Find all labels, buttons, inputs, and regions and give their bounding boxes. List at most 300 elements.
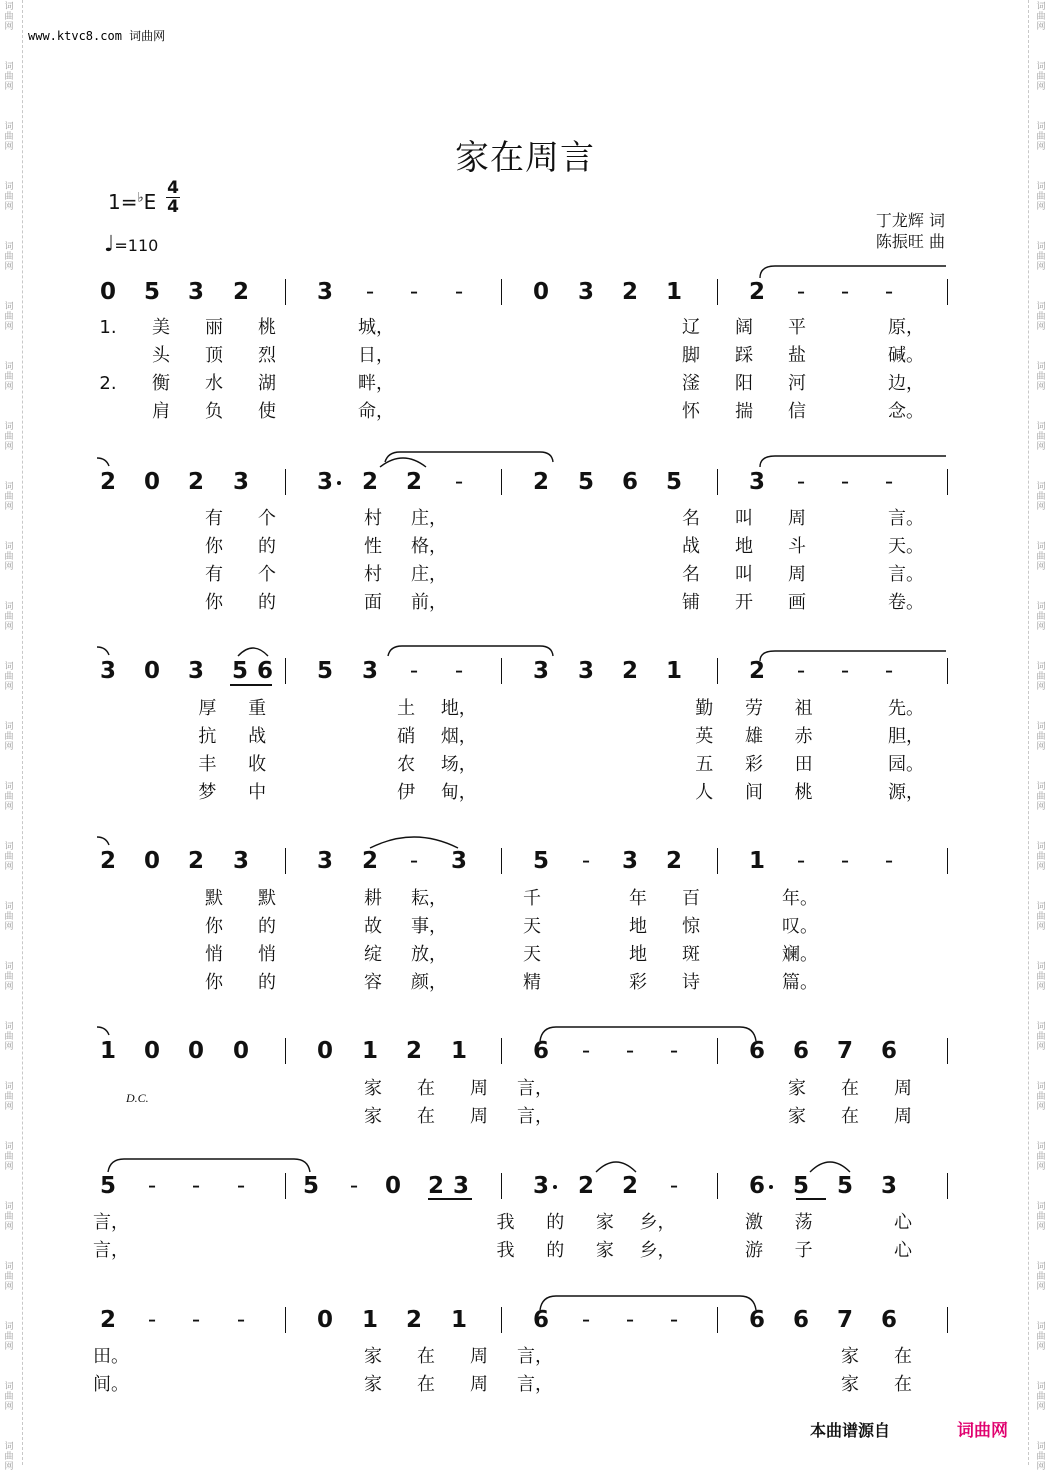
watermark-glyphs: 词 曲 网 [4, 242, 14, 272]
lyric-syllable: 在 [417, 1374, 435, 1395]
watermark-glyphs: 词 曲 网 [1036, 542, 1046, 572]
lyric-syllable: 的 [546, 1212, 565, 1233]
watermark-glyphs: 词 曲 网 [4, 902, 14, 932]
lyric-syllable: 格， [411, 536, 447, 557]
note: 2 [621, 279, 638, 305]
lyric-syllable: 胆， [888, 726, 924, 747]
note: - [669, 1173, 679, 1199]
lyric-syllable: 游 [744, 1240, 763, 1261]
note: - [409, 658, 419, 684]
footer-brand[interactable]: 词曲网 [957, 1421, 1008, 1441]
note: 5 [792, 1173, 809, 1199]
lyric-syllable: 的 [258, 592, 276, 613]
note: 3 [99, 658, 116, 684]
watermark-glyphs: 词 曲 网 [4, 1142, 14, 1172]
lyric-syllable: 言， [517, 1374, 553, 1395]
lyric-syllable: 丽 [205, 317, 223, 338]
lyric-syllable: 家 [841, 1374, 859, 1395]
watermark-glyphs: 词 曲 网 [4, 1202, 14, 1232]
note: 6 [748, 1173, 765, 1199]
lyric-syllable: 周 [470, 1106, 488, 1127]
watermark-glyphs: 词 曲 网 [1036, 722, 1046, 752]
lyric-syllable: 在 [841, 1106, 859, 1127]
slur [238, 648, 268, 656]
lyric-syllable: 怀 [682, 401, 700, 422]
lyric-syllable: 的 [258, 916, 276, 937]
lyric-syllable: 阳 [735, 373, 753, 394]
note: 3 [450, 848, 467, 874]
note: 0 [187, 1038, 204, 1064]
lyric-syllable: 家 [788, 1078, 806, 1099]
slur [380, 458, 426, 467]
lyric-syllable: 劳 [744, 698, 763, 719]
note: - [625, 1038, 635, 1064]
lyric-syllable: 前， [411, 592, 447, 613]
note: 0 [99, 279, 116, 305]
note: 2 [748, 658, 765, 684]
note: 6 [792, 1038, 809, 1064]
lyric-syllable: 战 [248, 726, 267, 747]
slur [370, 837, 458, 848]
watermark-glyphs: 词 曲 网 [4, 842, 14, 872]
lyric-syllable: 事， [411, 916, 447, 937]
note: 2 [99, 469, 116, 495]
note: 6 [532, 1307, 549, 1333]
note: - [581, 1038, 591, 1064]
lyric-syllable: 荡 [794, 1212, 813, 1233]
lyric-syllable: 人 [695, 782, 714, 803]
lyric-syllable: 边， [888, 373, 924, 394]
lyric-syllable: 乡， [639, 1212, 676, 1233]
watermark-glyphs: 词 曲 网 [1036, 782, 1046, 812]
lyric-syllable: 家 [595, 1212, 614, 1233]
lyric-syllable: 周 [788, 508, 806, 529]
lyric-syllable: 田 [794, 754, 813, 775]
footer-source: 本曲谱源自 [810, 1421, 891, 1440]
slur [760, 266, 946, 278]
lyric-syllable: 农 [397, 754, 416, 775]
watermark-glyphs: 词 曲 网 [1036, 1082, 1046, 1112]
key-signature: 1=♭E 4 4 [108, 178, 179, 217]
note: - [191, 1173, 201, 1199]
note: 6 [748, 1038, 765, 1064]
lyric-syllable: 在 [841, 1078, 859, 1099]
lyric-syllable: 彩 [629, 972, 647, 993]
lyric-syllable: 重 [248, 698, 267, 719]
note: - [669, 1307, 679, 1333]
slur [540, 1296, 756, 1310]
lyric-syllable: 我 [496, 1240, 515, 1261]
slur-continuation [97, 647, 109, 655]
time-signature: 4 4 [167, 178, 179, 217]
lyric-syllable: 名 [682, 564, 700, 585]
note: - [884, 848, 894, 874]
slur [596, 1162, 636, 1172]
note: 6 [532, 1038, 549, 1064]
note: 2 [405, 469, 422, 495]
lyric-syllable: 收 [248, 754, 267, 775]
watermark-glyphs: 词 曲 网 [4, 302, 14, 332]
lyric-syllable: 地 [629, 916, 647, 937]
song-title: 家在周言 [455, 138, 595, 178]
note: 3 [748, 469, 765, 495]
note: 3 [232, 469, 249, 495]
lyric-syllable: 年。 [782, 888, 818, 909]
watermark-glyphs: 词 曲 网 [1036, 902, 1046, 932]
note: 1 [665, 279, 682, 305]
lyric-syllable: 在 [417, 1078, 435, 1099]
note: 6 [792, 1307, 809, 1333]
lyric-syllable: 绽 [364, 944, 382, 965]
watermark-glyphs: 词 曲 网 [1036, 242, 1046, 272]
slur [810, 1162, 850, 1172]
note: - [454, 658, 464, 684]
watermark-glyphs: 词 曲 网 [4, 782, 14, 812]
lyric-syllable: 间。 [93, 1374, 129, 1395]
note: 0 [316, 1307, 333, 1333]
lyric-syllable: 悄 [258, 944, 276, 965]
lyric-syllable: 耘， [411, 888, 447, 909]
note: 2 [405, 1038, 422, 1064]
lyric-syllable: 心 [894, 1240, 912, 1261]
slur [540, 1027, 756, 1041]
lyric-syllable: 铺 [682, 592, 700, 613]
note: - [796, 279, 806, 305]
lyric-syllable: 开 [735, 592, 753, 613]
lyric-syllable: 地， [440, 698, 477, 719]
lyric-syllable: 使 [258, 401, 276, 422]
watermark-glyphs: 词 曲 网 [1036, 1382, 1046, 1412]
note: - [796, 469, 806, 495]
watermark-glyphs: 词 曲 网 [1036, 62, 1046, 92]
lyric-syllable: 湖 [258, 373, 276, 394]
slur [760, 651, 946, 661]
lyric-syllable: 年 [629, 888, 647, 909]
lyric-syllable: 言。 [888, 508, 924, 529]
note: - [409, 279, 419, 305]
note: 3 [316, 848, 333, 874]
watermark-glyphs: 词 曲 网 [1036, 1202, 1046, 1232]
watermark-glyphs: 词 曲 网 [4, 482, 14, 512]
slur [760, 456, 946, 467]
watermark-glyphs: 词 曲 网 [1036, 362, 1046, 392]
lyric-syllable: 踩 [735, 345, 753, 366]
lyric-syllable: 辽 [682, 317, 700, 338]
lyric-syllable: 惊 [682, 916, 700, 937]
note: - [796, 658, 806, 684]
lyric-syllable: 天 [523, 944, 541, 965]
lyric-syllable: 日， [358, 345, 394, 366]
note: 1 [450, 1038, 467, 1064]
tempo-marking: ♩=110 [104, 232, 159, 257]
lyric-syllable: 地 [735, 536, 753, 557]
watermark-glyphs: 词 曲 网 [1036, 1322, 1046, 1352]
note: - [581, 848, 591, 874]
lyric-syllable: 地 [629, 944, 647, 965]
lyric-syllable: 揣 [735, 401, 753, 422]
lyric-syllable: 周 [788, 564, 806, 585]
lyric-syllable: 2. [99, 373, 117, 394]
lyric-syllable: 我 [496, 1212, 515, 1233]
note: 5 [577, 469, 594, 495]
note: - [236, 1307, 246, 1333]
note: 0 [143, 1038, 160, 1064]
lyric-syllable: 周 [470, 1078, 488, 1099]
lyric-syllable: 性 [364, 536, 382, 557]
lyric-syllable: 你 [205, 592, 223, 613]
note: 2 [361, 848, 378, 874]
note: - [349, 1173, 359, 1199]
lyricist: 丁龙辉 词 [875, 211, 945, 230]
watermark-glyphs: 词 曲 网 [4, 602, 14, 632]
lyric-syllable: 叫 [735, 508, 753, 529]
note: 2 [99, 1307, 116, 1333]
lyric-syllable: 容 [364, 972, 382, 993]
lyric-syllable: 间 [744, 782, 763, 803]
note: 5 [532, 848, 549, 874]
watermark-glyphs: 词 曲 网 [4, 422, 14, 452]
lyric-syllable: 故 [364, 916, 382, 937]
watermark-glyphs: 词 曲 网 [1036, 602, 1046, 632]
watermark-glyphs: 词 曲 网 [4, 1322, 14, 1352]
watermark-glyphs: 词 曲 网 [4, 122, 14, 152]
lyric-syllable: 你 [205, 916, 223, 937]
note: 1 [665, 658, 682, 684]
lyric-syllable: 周 [894, 1106, 912, 1127]
lyric-syllable: 顶 [205, 345, 223, 366]
note: 3 [316, 279, 333, 305]
lyric-syllable: 家 [788, 1106, 806, 1127]
note: 0 [143, 469, 160, 495]
lyric-syllable: 五 [695, 754, 714, 775]
note: - [409, 848, 419, 874]
note: - [840, 658, 850, 684]
watermark-glyphs: 词 曲 网 [4, 2, 14, 32]
lyric-syllable: 你 [205, 972, 223, 993]
watermark-glyphs: 词 曲 网 [4, 542, 14, 572]
lyric-syllable: 百 [682, 888, 700, 909]
note: 1 [748, 848, 765, 874]
lyric-syllable: 畔， [358, 373, 394, 394]
watermark-glyphs: 词 曲 网 [1036, 422, 1046, 452]
lyric-syllable: 叹。 [782, 916, 818, 937]
note: 5 [302, 1173, 319, 1199]
lyric-syllable: 在 [417, 1346, 435, 1367]
note: - [147, 1173, 157, 1199]
lyric-syllable: 诗 [682, 972, 700, 993]
watermark-glyphs: 词 曲 网 [4, 962, 14, 992]
lyric-syllable: 周 [470, 1374, 488, 1395]
lyric-syllable: 伊 [397, 782, 416, 803]
watermark-glyphs: 词 曲 网 [4, 722, 14, 752]
lyric-syllable: 周 [470, 1346, 488, 1367]
note: 3 [316, 469, 333, 495]
watermark-glyphs: 词 曲 网 [4, 1262, 14, 1292]
note: - [191, 1307, 201, 1333]
lyric-syllable: 子 [794, 1240, 813, 1261]
lyric-syllable: 在 [894, 1374, 912, 1395]
note: 3 [187, 279, 204, 305]
note: - [147, 1307, 157, 1333]
lyric-syllable: 耕 [364, 888, 382, 909]
lyric-syllable: 周 [894, 1078, 912, 1099]
watermark-glyphs: 词 曲 网 [1036, 662, 1046, 692]
lyric-syllable: 个 [258, 508, 276, 529]
note: 6 [748, 1307, 765, 1333]
note: 3 [187, 658, 204, 684]
slur-continuation [97, 458, 109, 466]
note: - [884, 279, 894, 305]
lyric-syllable: 土 [397, 698, 416, 719]
slur [388, 646, 553, 656]
note: 5 [836, 1173, 853, 1199]
lyric-syllable: 名 [682, 508, 700, 529]
note: 2 [187, 469, 204, 495]
lyric-syllable: 精 [523, 972, 541, 993]
lyric-syllable: 滏 [682, 373, 700, 394]
note: 3 [232, 848, 249, 874]
lyric-syllable: 村 [364, 564, 382, 585]
lyric-syllable: 你 [205, 536, 223, 557]
note: 3 [532, 658, 549, 684]
watermark-glyphs: 词 曲 网 [1036, 2, 1046, 32]
lyric-syllable: 祖 [794, 698, 813, 719]
lyric-syllable: 言， [93, 1240, 129, 1261]
note: 1 [361, 1307, 378, 1333]
note: 0 [143, 848, 160, 874]
lyric-syllable: 园。 [888, 754, 924, 775]
note: 2 [361, 469, 378, 495]
note: - [840, 469, 850, 495]
note: 2 [187, 848, 204, 874]
note: 5 [231, 658, 248, 684]
note: 2 [532, 469, 549, 495]
note: 0 [232, 1038, 249, 1064]
watermark-glyphs: 词 曲 网 [4, 1442, 14, 1472]
lyric-syllable: 天。 [888, 536, 924, 557]
note: 3 [361, 658, 378, 684]
lyric-syllable: 村 [364, 508, 382, 529]
lyric-syllable: 战 [682, 536, 700, 557]
lyric-syllable: 言。 [888, 564, 924, 585]
note: 2 [99, 848, 116, 874]
lyric-syllable: 庄， [411, 564, 447, 585]
note: - [236, 1173, 246, 1199]
lyric-syllable: 脚 [682, 345, 700, 366]
slur [108, 1159, 310, 1172]
lyric-syllable: 勤 [695, 698, 714, 719]
lyric-syllable: 庄， [411, 508, 447, 529]
lyric-syllable: 场， [440, 754, 477, 775]
note: 6 [621, 469, 638, 495]
note: 2 [405, 1307, 422, 1333]
watermark-glyphs: 词 曲 网 [4, 662, 14, 692]
lyric-syllable: 放， [411, 944, 447, 965]
lyric-syllable: 中 [248, 782, 267, 803]
note: 1 [99, 1038, 116, 1064]
lyric-syllable: 家 [364, 1078, 382, 1099]
watermark-glyphs: 词 曲 网 [1036, 842, 1046, 872]
lyric-syllable: 阔 [735, 317, 753, 338]
note: 3 [577, 658, 594, 684]
note: - [840, 848, 850, 874]
lyric-syllable: 言， [517, 1106, 553, 1127]
lyric-syllable: 烟， [440, 726, 477, 747]
lyric-syllable: 的 [546, 1240, 565, 1261]
lyric-syllable: 的 [258, 536, 276, 557]
lyric-syllable: 城， [358, 317, 394, 338]
note: 3 [880, 1173, 897, 1199]
lyric-syllable: 言， [93, 1212, 129, 1233]
note: - [669, 1038, 679, 1064]
note: - [840, 279, 850, 305]
lyric-syllable: 在 [894, 1346, 912, 1367]
lyric-syllable: 头 [152, 345, 170, 366]
watermark-glyphs: 词 曲 网 [1036, 482, 1046, 512]
watermark-glyphs: 词 曲 网 [4, 1022, 14, 1052]
note: 7 [836, 1307, 853, 1333]
lyric-syllable: 家 [841, 1346, 859, 1367]
lyric-syllable: 念。 [888, 401, 924, 422]
watermark-glyphs: 词 曲 网 [4, 62, 14, 92]
note: 7 [836, 1038, 853, 1064]
lyric-syllable: 家 [364, 1374, 382, 1395]
lyric-syllable: 桃 [794, 782, 813, 803]
lyric-syllable: 有 [205, 564, 223, 585]
note: 2 [665, 848, 682, 874]
watermark-glyphs: 词 曲 网 [1036, 1442, 1046, 1472]
lyric-syllable: 美 [152, 317, 170, 338]
slur-continuation [97, 1027, 109, 1035]
watermark-glyphs: 词 曲 网 [4, 1082, 14, 1112]
note: 2 [748, 279, 765, 305]
lyric-syllable: 言， [517, 1078, 553, 1099]
lyric-syllable: 斗 [788, 536, 806, 557]
note: 0 [532, 279, 549, 305]
lyric-syllable: 碱。 [888, 345, 924, 366]
lyric-syllable: 英 [695, 726, 714, 747]
lyric-syllable: 硝 [397, 726, 416, 747]
lyric-syllable: 叫 [735, 564, 753, 585]
lyric-syllable: 家 [364, 1346, 382, 1367]
lyric-syllable: 颜， [411, 972, 447, 993]
lyric-syllable: 篇。 [782, 972, 818, 993]
lyric-syllable: 抗 [198, 726, 217, 747]
lyric-syllable: 源， [888, 782, 924, 803]
lyric-syllable: 千 [523, 888, 541, 909]
site-label[interactable]: www.ktvc8.com 词曲网 [28, 29, 166, 43]
note: - [454, 279, 464, 305]
lyric-syllable: 先。 [888, 698, 924, 719]
note: 2 [621, 658, 638, 684]
composer: 陈振旺 曲 [875, 232, 945, 251]
lyric-syllable: 言， [517, 1346, 553, 1367]
watermark-glyphs: 词 曲 网 [1036, 122, 1046, 152]
note: - [454, 469, 464, 495]
lyric-syllable: 梦 [198, 782, 217, 803]
lyric-syllable: 默 [205, 888, 223, 909]
lyric-syllable: 厚 [198, 698, 217, 719]
note: 1 [361, 1038, 378, 1064]
note: - [581, 1307, 591, 1333]
lyric-syllable: 家 [364, 1106, 382, 1127]
note: - [884, 658, 894, 684]
lyric-syllable: 水 [205, 373, 223, 394]
lyric-syllable: 河 [788, 373, 806, 394]
lyric-syllable: 有 [205, 508, 223, 529]
slur [385, 452, 553, 462]
lyric-syllable: 信 [788, 401, 806, 422]
